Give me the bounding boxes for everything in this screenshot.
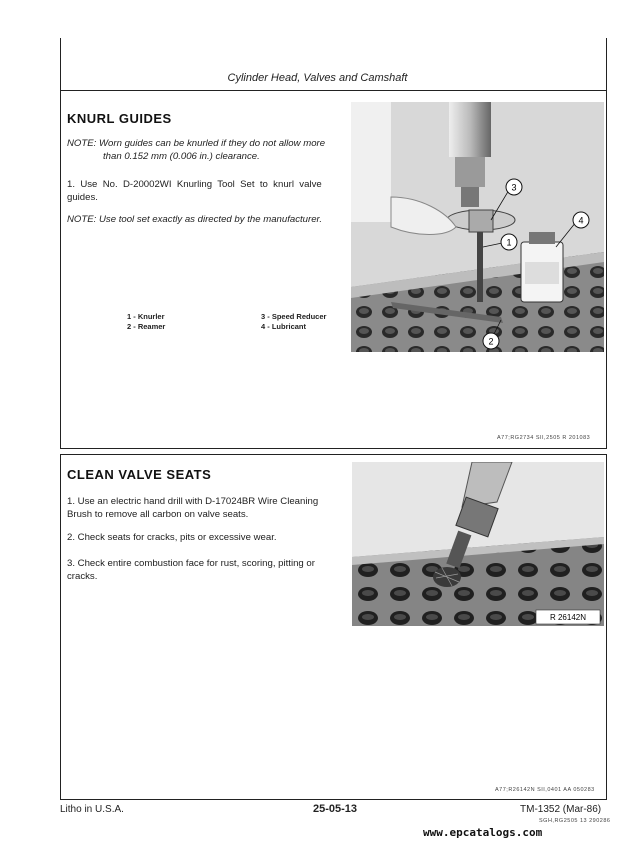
step-clean-line1: 1. Use an electric hand drill with D-17024BR Wire Cleaning xyxy=(67,496,319,507)
watermark-text: www.epcatalogs.com xyxy=(423,826,543,839)
footer-litho: Litho in U.S.A. xyxy=(60,804,124,815)
photo2-caption: A77;R26142N SII,0401 AA 050283 xyxy=(495,787,595,793)
section2-right-border xyxy=(606,454,607,799)
legend-reamer: 2 - Reamer xyxy=(127,322,166,331)
section1-left-border xyxy=(60,90,61,448)
footer-small-code: SGH,RG2505 13 290286 xyxy=(539,818,611,824)
step-knurl-line1: 1. Use No. D-20002WI Knurling Tool Set to knurl valve xyxy=(67,179,322,190)
step-check-seats: 2. Check seats for cracks, pits or excessive wear. xyxy=(67,532,277,543)
note-use-tool-set: NOTE: Use tool set exactly as directed by the manufacturer. xyxy=(67,214,323,225)
step-check-face-line2: cracks. xyxy=(67,571,98,582)
legend-speed-reducer: 3 - Speed Reducer xyxy=(261,312,327,321)
callout-3: 3 xyxy=(511,182,517,193)
step-clean-line2: Brush to remove all carbon on valve seats. xyxy=(67,509,249,520)
page-header-title: Cylinder Head, Valves and Camshaft xyxy=(227,72,408,84)
section1-right-border xyxy=(606,90,607,448)
section-title-clean-valve-seats: CLEAN VALVE SEATS xyxy=(67,467,212,482)
section2-left-border xyxy=(60,454,61,799)
section-divider-2 xyxy=(60,454,607,455)
wire-brush-photo xyxy=(352,462,604,626)
photo1-caption: A77;RG2734 SII,2505 R 201083 xyxy=(497,435,591,441)
step-knurl-line2: guides. xyxy=(67,192,98,203)
footer-rule xyxy=(60,799,607,800)
callout-4: 4 xyxy=(578,215,584,226)
note-worn-guides-line2: than 0.152 mm (0.006 in.) clearance. xyxy=(103,151,260,162)
section-divider-1 xyxy=(60,448,607,449)
legend-knurler: 1 - Knurler xyxy=(127,312,165,321)
callout-1: 1 xyxy=(506,237,512,248)
callout-2: 2 xyxy=(488,336,494,347)
step-check-face-line1: 3. Check entire combustion face for rust, scoring, pitting or xyxy=(67,558,315,569)
section-title-knurl-guides: KNURL GUIDES xyxy=(67,111,172,126)
footer-tm-number: TM-1352 (Mar-86) xyxy=(520,804,602,815)
knurling-tool-photo xyxy=(351,102,604,352)
header-rule xyxy=(60,90,607,91)
photo2-label: R 26142N xyxy=(549,613,587,622)
note-worn-guides-line1: NOTE: Worn guides can be knurled if they do not allow more xyxy=(67,138,326,149)
legend-lubricant: 4 - Lubricant xyxy=(261,322,307,331)
footer-page-number: 25-05-13 xyxy=(313,803,358,815)
